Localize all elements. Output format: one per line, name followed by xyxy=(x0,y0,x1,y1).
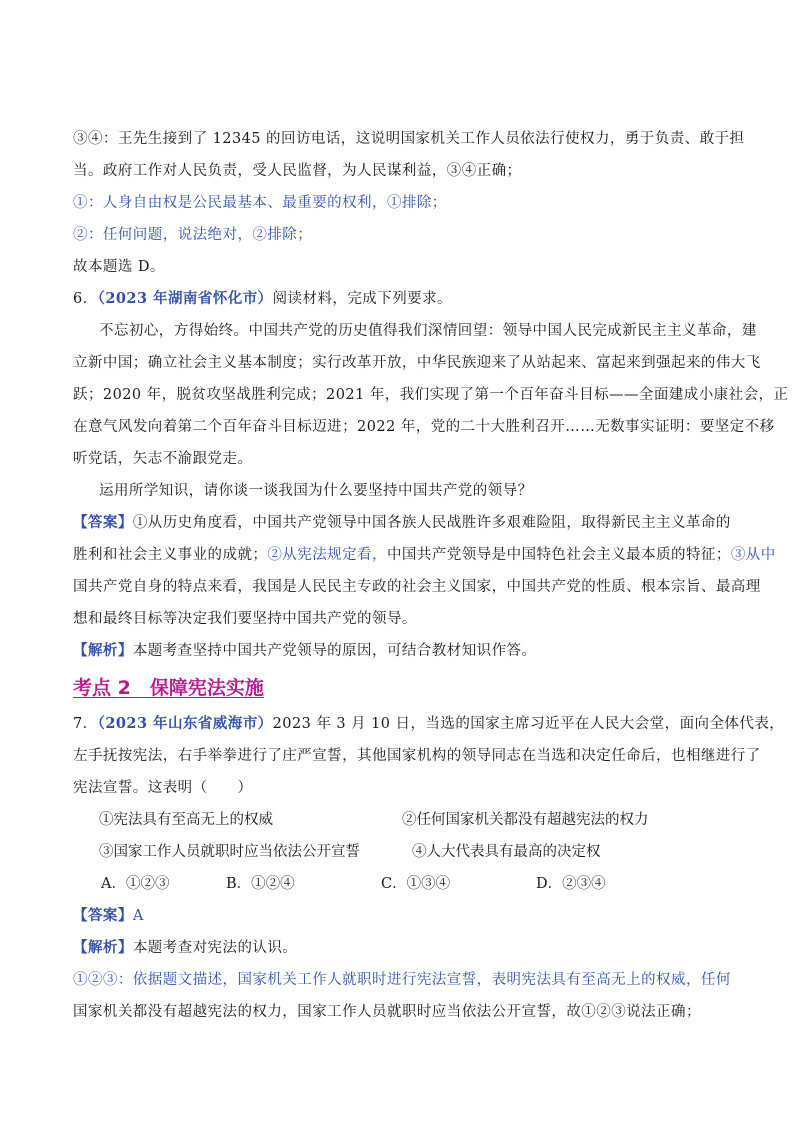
section-heading: 考点 2 保障宪法实施 xyxy=(73,677,264,699)
analysis-detail: 国家机关都没有超越宪法的权力，国家工作人员就职时应当依法公开宣誓，故①②③说法正确； xyxy=(73,1004,701,1020)
answer-line: 想和最终目标等决定我们要坚持中国共产党的领导。 xyxy=(73,611,417,627)
analysis-text: 本题考查坚持中国共产党领导的原因，可结合教材知识作答。 xyxy=(132,643,537,659)
statement-item: ①宪法具有至高无上的权威 xyxy=(99,812,273,828)
answer-label: 【答案】 xyxy=(73,907,133,924)
answer-label: 【答案】 xyxy=(73,514,133,531)
answer-text: ①从历史角度看，中国共产党领导中国各族人民战胜许多艰难险阻，取得新民主主义革命的 xyxy=(132,515,731,531)
choice-d: D．②③④ xyxy=(536,876,606,892)
question-prompt: 阅读材料，完成下列要求。 xyxy=(272,291,453,307)
analysis-line xyxy=(73,641,536,661)
analysis-label: 【解析】 xyxy=(73,939,133,956)
analysis-label: 【解析】 xyxy=(73,642,133,659)
choice-c: C．①③④ xyxy=(381,876,451,892)
text-line: ③④：王先生接到了 12345 的回访电话，这说明国家机关工作人员依法行使权力，勇于负责、敢于担 xyxy=(73,131,745,147)
analysis-detail: ①②③：依据题文描述，国家机关工作人就职时进行宪法宣誓，表明宪法具有至高无上的权威，任何 xyxy=(73,972,731,988)
question-7-header xyxy=(73,714,784,734)
answer-text: A xyxy=(132,908,144,924)
answer-text: ②从宪法规定看， xyxy=(267,547,387,563)
answer-text: 中国共产党领导是中国特色社会主义最本质的特征； xyxy=(386,547,731,563)
question-stem: 2023 年 3 月 10 日，当选的国家主席习近平在人民大会堂，面向全体代表， xyxy=(272,716,785,732)
answer-text: 胜利和社会主义事业的成就； xyxy=(73,547,268,563)
statement-item: ③国家工作人员就职时应当依法公开宣誓 xyxy=(99,844,360,860)
material-line: 立新中国；确立社会主义基本制度；实行改革开放，中华民族迎来了从站起来、富起来到强起来的伟大飞 xyxy=(73,355,761,371)
text-line: ②：任何问题，说法绝对，②排除； xyxy=(73,227,313,243)
question-source: （2023 年山东省威海市） xyxy=(97,715,273,732)
text-line: 当。政府工作对人民负责，受人民监督，为人民谋利益，③④正确； xyxy=(73,163,522,179)
answer-line xyxy=(73,906,144,926)
statement-item: ④人大代表具有最高的决定权 xyxy=(412,844,601,860)
choice-b: B．①②④ xyxy=(226,876,295,892)
statement-item: ②任何国家机关都没有超越宪法的权力 xyxy=(402,812,649,828)
answer-text: ③从中 xyxy=(730,547,776,563)
analysis-text: 本题考查对宪法的认识。 xyxy=(132,940,298,956)
material-line: 在意气风发向着第二个百年奋斗目标迈进；2022 年，党的二十大胜利召开……无数事实证明：要坚定不移 xyxy=(73,419,775,435)
question-stem: 宪法宣誓。这表明（ ） xyxy=(73,780,253,796)
question-stem: 左手抚按宪法，右手举拳进行了庄严宣誓，其他国家机构的领导同志在当选和决定任命后，也相继进行了 xyxy=(73,748,761,764)
choice-a: A．①②③ xyxy=(101,876,170,892)
question-text: 运用所学知识，请你谈一谈我国为什么要坚持中国共产党的领导？ xyxy=(99,483,533,499)
question-source: （2023 年湖南省怀化市） xyxy=(97,290,273,307)
text-line: 故本题选 D。 xyxy=(73,259,165,275)
material-line: 不忘初心，方得始终。中国共产党的历史值得我们深情回望：领导中国人民完成新民主主义革命，建 xyxy=(99,323,757,339)
material-line: 听党话，矢志不渝跟党走。 xyxy=(73,451,253,467)
analysis-line xyxy=(73,938,297,958)
question-number: 6． xyxy=(73,291,98,307)
question-number: 7． xyxy=(73,716,98,732)
question-6-header xyxy=(73,289,452,309)
material-line: 跃；2020 年，脱贫攻坚战胜利完成；2021 年，我们实现了第一个百年奋斗目标——全面建成小康社会，正 xyxy=(73,387,789,403)
answer-line: 国共产党自身的特点来看，我国是人民民主专政的社会主义国家，中国共产党的性质、根本宗旨、最高理 xyxy=(73,579,761,595)
answer-line xyxy=(73,545,776,565)
text-line: ①：人身自由权是公民最基本、最重要的权利，①排除； xyxy=(73,195,447,211)
answer-line xyxy=(73,513,731,533)
